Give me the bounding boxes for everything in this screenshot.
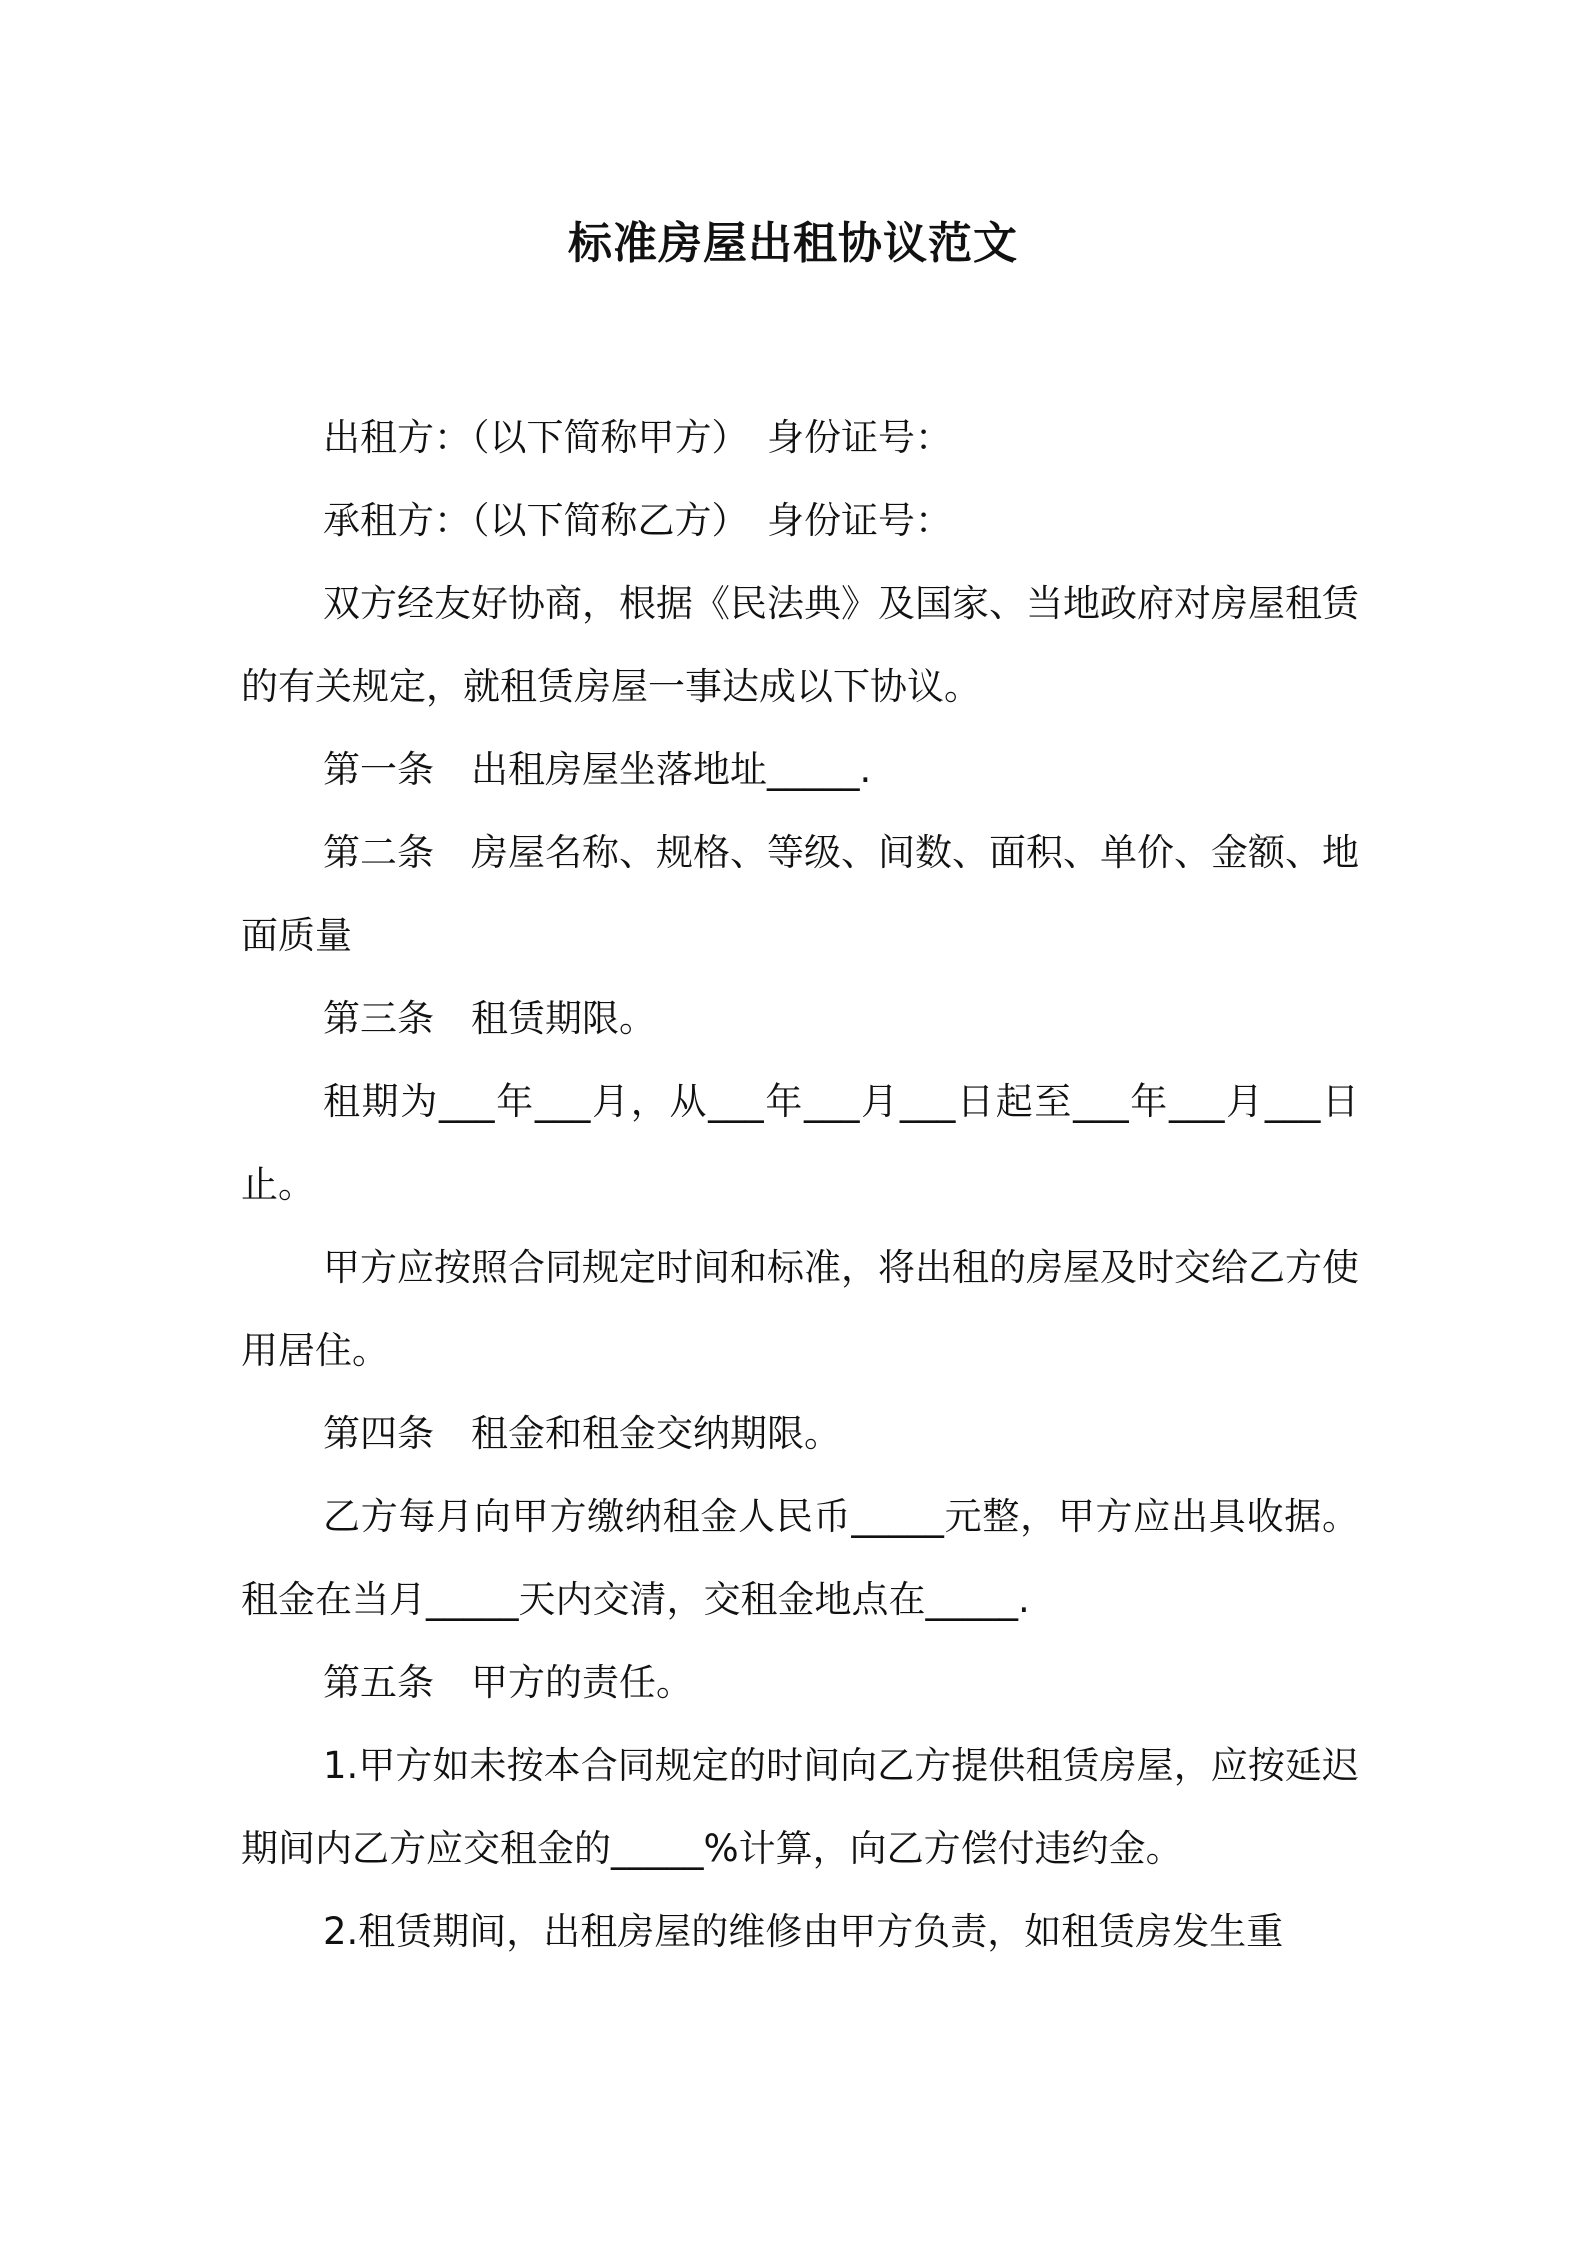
paragraph-article-2: 第二条 房屋名称、规格、等级、间数、面积、单价、金额、地面质量	[241, 831, 1359, 957]
document-body	[241, 396, 1359, 1973]
paragraph-lessor: 出租方：（以下简称甲方） 身份证号：	[323, 416, 952, 459]
paragraph-article-4: 第四条 租金和租金交纳期限。	[323, 1412, 841, 1455]
paragraph-article-5: 第五条 甲方的责任。	[323, 1661, 693, 1704]
paragraph-rent-payment: 乙方每月向甲方缴纳租金人民币_____元整，甲方应出具收据。租金在当月_____天内交清，交租金地点在_____.	[241, 1495, 1359, 1621]
paragraph-article-3: 第三条 租赁期限。	[323, 997, 656, 1040]
paragraph-article-1: 第一条 出租房屋坐落地址_____.	[323, 748, 872, 791]
document-title: 标准房屋出租协议范文	[568, 218, 1018, 269]
paragraph-clause-1: 1.甲方如未按本合同规定的时间向乙方提供租赁房屋，应按延迟期间内乙方应交租金的_____%计算，向乙方偿付违约金。	[241, 1744, 1359, 1870]
paragraph-preamble: 双方经友好协商，根据《民法典》及国家、当地政府对房屋租赁的有关规定，就租赁房屋一事达成以下协议。	[241, 582, 1359, 708]
paragraph-lease-term: 租期为___年___月，从___年___月___日起至___年___月___日止。	[241, 1080, 1359, 1206]
paragraph-lessee: 承租方：（以下简称乙方） 身份证号：	[323, 499, 952, 542]
paragraph-handover: 甲方应按照合同规定时间和标准，将出租的房屋及时交给乙方使用居住。	[241, 1246, 1359, 1372]
paragraph-clause-2: 2.租赁期间，出租房屋的维修由甲方负责，如租赁房发生重	[323, 1910, 1284, 1953]
